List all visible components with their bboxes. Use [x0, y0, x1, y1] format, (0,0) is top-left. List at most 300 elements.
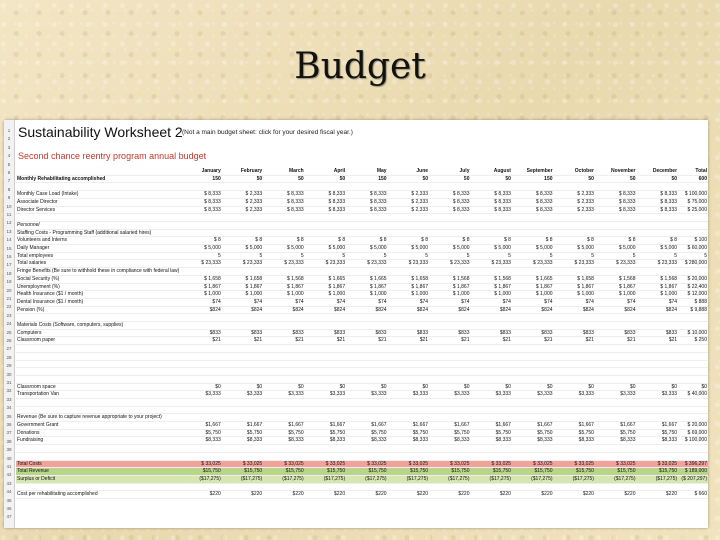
table-cell: $ 1,000 — [305, 291, 346, 299]
table-cell — [346, 183, 387, 191]
row-label: Classroom space — [16, 383, 180, 391]
table-cell — [637, 268, 679, 276]
table-row — [16, 483, 708, 491]
row-number: 27 — [6, 346, 12, 352]
table-cell — [678, 398, 708, 406]
table-cell — [222, 314, 263, 322]
table-row — [16, 468, 708, 476]
table-cell — [678, 360, 708, 368]
table-cell — [346, 360, 387, 368]
table-cell — [470, 268, 511, 276]
table-cell: $ 1,568 — [637, 275, 679, 283]
table-cell: $8,333 — [429, 437, 470, 445]
table-cell — [180, 375, 221, 383]
table-cell — [554, 352, 595, 360]
table-cell: $ 2,333 — [388, 198, 429, 206]
table-row — [16, 491, 708, 499]
row-label: Government Grant — [16, 422, 180, 430]
table-cell — [595, 452, 637, 460]
table-cell: $833 — [346, 329, 387, 337]
table-cell: $74 — [554, 298, 595, 306]
table-cell: $ 12,000 — [678, 291, 708, 299]
table-row — [16, 437, 708, 445]
table-cell — [637, 398, 679, 406]
table-cell — [180, 406, 221, 414]
table-cell: $ 1,867 — [388, 283, 429, 291]
table-cell: $5,750 — [346, 429, 387, 437]
table-cell: $ 2,333 — [222, 191, 263, 199]
table-cell: $74 — [305, 298, 346, 306]
table-cell: $ 1,000 — [263, 291, 304, 299]
table-cell — [180, 322, 221, 330]
table-row — [16, 229, 708, 237]
table-cell: $ 8 — [595, 237, 637, 245]
table-cell — [429, 345, 470, 353]
row-label — [16, 314, 180, 322]
table-cell — [554, 360, 595, 368]
table-cell — [263, 406, 304, 414]
table-cell: $ 33,025 — [263, 460, 304, 468]
table-cell: $ 8 — [429, 237, 470, 245]
row-number: 13 — [6, 228, 12, 234]
table-cell: $ 1,665 — [305, 275, 346, 283]
table-cell: $21 — [429, 337, 470, 345]
table-cell — [595, 322, 637, 330]
table-cell: $833 — [388, 329, 429, 337]
row-label — [16, 398, 180, 406]
table-cell: $ 5,000 — [595, 245, 637, 253]
table-cell: $ 40,000 — [678, 391, 708, 399]
table-cell — [512, 229, 554, 237]
table-row — [16, 245, 708, 253]
table-cell — [678, 221, 708, 229]
table-row — [16, 329, 708, 337]
table-cell: $74 — [346, 298, 387, 306]
table-cell: $ 2,333 — [222, 206, 263, 214]
table-cell — [595, 268, 637, 276]
table-cell: $ 2,333 — [388, 206, 429, 214]
table-cell: $ 23,333 — [429, 260, 470, 268]
table-cell — [180, 229, 221, 237]
table-cell — [637, 214, 679, 222]
table-cell: $ 396,297 — [678, 460, 708, 468]
table-cell: $0 — [429, 383, 470, 391]
table-cell: $824 — [512, 306, 554, 314]
table-cell — [388, 214, 429, 222]
table-cell — [554, 214, 595, 222]
table-cell — [263, 483, 304, 491]
row-label — [16, 368, 180, 376]
table-cell: $ 23,333 — [388, 260, 429, 268]
table-cell: $ 1,867 — [595, 283, 637, 291]
table-cell: $1,667 — [305, 422, 346, 430]
table-cell — [388, 229, 429, 237]
table-row — [16, 460, 708, 468]
row-number: 9 — [7, 195, 11, 201]
table-cell — [637, 483, 679, 491]
table-cell — [263, 368, 304, 376]
table-cell: $ 1,867 — [263, 283, 304, 291]
table-cell — [595, 483, 637, 491]
row-label — [16, 406, 180, 414]
row-label: Cost per rehabilitating accomplished — [16, 491, 180, 499]
table-cell: $15,750 — [429, 468, 470, 476]
row-number: 32 — [6, 388, 12, 394]
table-cell: $ 33,025 — [637, 460, 679, 468]
table-cell — [470, 214, 511, 222]
table-cell — [222, 229, 263, 237]
table-cell — [595, 398, 637, 406]
table-cell — [263, 360, 304, 368]
table-cell — [180, 483, 221, 491]
table-row — [16, 206, 708, 214]
table-cell — [222, 483, 263, 491]
table-cell — [263, 352, 304, 360]
table-cell — [222, 268, 263, 276]
table-cell — [595, 345, 637, 353]
table-cell — [595, 221, 637, 229]
table-cell: $21 — [388, 337, 429, 345]
table-cell: ($ 207,297) — [678, 475, 708, 483]
table-cell: $0 — [305, 383, 346, 391]
table-cell: $ 8,333 — [346, 191, 387, 199]
table-cell — [346, 214, 387, 222]
table-cell: $ 5,000 — [554, 245, 595, 253]
row-label: Daily Manager — [16, 245, 180, 253]
table-cell — [222, 406, 263, 414]
table-cell: $ 8,333 — [637, 191, 679, 199]
table-cell: $ 8,333 — [595, 191, 637, 199]
table-cell: $220 — [637, 491, 679, 499]
table-cell: $0 — [388, 383, 429, 391]
table-cell — [554, 221, 595, 229]
table-cell: $ 8,333 — [263, 198, 304, 206]
row-label: Revenue (Be sure to capture revenue appropriate to your project) — [16, 414, 180, 422]
table-cell: $ 33,025 — [470, 460, 511, 468]
table-cell — [429, 483, 470, 491]
table-cell — [429, 398, 470, 406]
table-cell: $ 20,000 — [678, 422, 708, 430]
table-row — [16, 322, 708, 330]
table-cell — [388, 483, 429, 491]
table-cell: $ 8 — [305, 237, 346, 245]
table-cell — [637, 229, 679, 237]
table-cell: $ 2,333 — [554, 206, 595, 214]
table-cell — [346, 398, 387, 406]
table-cell — [180, 221, 221, 229]
table-cell: $74 — [388, 298, 429, 306]
table-cell: $1,667 — [470, 422, 511, 430]
table-cell — [470, 352, 511, 360]
table-cell — [637, 360, 679, 368]
row-number: 2 — [7, 136, 11, 142]
table-cell: $8,333 — [554, 437, 595, 445]
table-cell: $ 1,867 — [637, 283, 679, 291]
table-cell: $ 8 — [637, 237, 679, 245]
table-cell: $ 5,000 — [263, 245, 304, 253]
row-number: 40 — [6, 455, 12, 461]
table-cell — [180, 414, 221, 422]
table-cell: $833 — [637, 329, 679, 337]
table-cell: $824 — [180, 306, 221, 314]
table-cell: 5 — [305, 252, 346, 260]
table-cell: $ 33,025 — [554, 460, 595, 468]
table-cell: $ 8 — [346, 237, 387, 245]
table-cell — [388, 414, 429, 422]
table-cell — [305, 221, 346, 229]
table-cell: $ 8,333 — [180, 206, 221, 214]
table-cell: $ 9,888 — [678, 306, 708, 314]
table-row — [16, 291, 708, 299]
table-cell: $ 8,333 — [180, 198, 221, 206]
table-cell: $ 33,025 — [222, 460, 263, 468]
table-cell: $ 1,000 — [637, 291, 679, 299]
table-cell: $3,333 — [346, 391, 387, 399]
table-cell: $74 — [429, 298, 470, 306]
table-cell — [678, 229, 708, 237]
row-label: Classroom paper — [16, 337, 180, 345]
row-number: 26 — [6, 338, 12, 343]
table-cell — [678, 345, 708, 353]
table-cell: ($17,275) — [263, 475, 304, 483]
table-cell — [263, 221, 304, 229]
table-cell: $824 — [470, 306, 511, 314]
table-cell — [305, 352, 346, 360]
row-label: Director Services — [16, 206, 180, 214]
table-cell: $824 — [554, 306, 595, 314]
table-cell: $8,333 — [222, 437, 263, 445]
row-label: Total salaries — [16, 260, 180, 268]
table-cell: $ 10,000 — [678, 329, 708, 337]
table-cell — [263, 375, 304, 383]
table-cell — [470, 445, 511, 453]
table-cell — [305, 375, 346, 383]
table-cell: 50 — [595, 175, 637, 183]
table-cell: $ 1,867 — [554, 283, 595, 291]
table-cell: $3,333 — [554, 391, 595, 399]
table-cell: $74 — [512, 298, 554, 306]
row-label: Associate Director — [16, 198, 180, 206]
table-cell — [305, 445, 346, 453]
table-cell — [180, 398, 221, 406]
table-cell — [429, 406, 470, 414]
table-cell: $ 1,000 — [595, 291, 637, 299]
table-cell — [305, 368, 346, 376]
table-cell: $ 1,000 — [346, 291, 387, 299]
table-cell: $ 8 — [470, 237, 511, 245]
row-number: 47 — [6, 514, 12, 520]
table-cell: $220 — [346, 491, 387, 499]
table-cell — [305, 229, 346, 237]
table-cell: $21 — [554, 337, 595, 345]
month-header: July — [429, 168, 470, 175]
table-cell: 50 — [637, 175, 679, 183]
table-cell: ($17,275) — [554, 475, 595, 483]
row-label — [16, 445, 180, 453]
table-cell — [429, 214, 470, 222]
table-cell — [346, 452, 387, 460]
table-cell — [470, 221, 511, 229]
row-number: 4 — [7, 153, 11, 159]
table-cell: $8,333 — [595, 437, 637, 445]
table-cell: $220 — [554, 491, 595, 499]
table-cell — [263, 414, 304, 422]
table-cell — [305, 406, 346, 414]
table-cell — [263, 452, 304, 460]
table-cell — [512, 345, 554, 353]
table-cell — [222, 214, 263, 222]
table-cell: $833 — [180, 329, 221, 337]
table-cell: $3,333 — [512, 391, 554, 399]
table-cell — [388, 183, 429, 191]
table-row — [16, 360, 708, 368]
table-cell: $1,667 — [222, 422, 263, 430]
table-cell — [305, 268, 346, 276]
table-cell: $824 — [637, 306, 679, 314]
row-label: Computers — [16, 329, 180, 337]
table-cell: $ 8,333 — [305, 198, 346, 206]
table-cell: $220 — [429, 491, 470, 499]
table-cell — [263, 322, 304, 330]
table-cell: $5,750 — [263, 429, 304, 437]
table-row — [16, 198, 708, 206]
table-cell: $ 1,658 — [180, 275, 221, 283]
table-cell: $220 — [180, 491, 221, 499]
table-cell — [637, 445, 679, 453]
table-cell: $ 33,025 — [388, 460, 429, 468]
table-cell: $0 — [512, 383, 554, 391]
table-cell: 50 — [305, 175, 346, 183]
table-cell: $ 8 — [180, 237, 221, 245]
table-row — [16, 422, 708, 430]
table-cell: ($17,275) — [637, 475, 679, 483]
table-cell — [512, 483, 554, 491]
table-cell: $1,667 — [429, 422, 470, 430]
row-number: 45 — [6, 497, 12, 503]
row-number: 25 — [6, 329, 12, 335]
table-cell: $0 — [180, 383, 221, 391]
row-label: Materials Costs (Software, computers, supplies) — [16, 322, 180, 330]
table-cell: 5 — [512, 252, 554, 260]
table-cell: $ 1,658 — [554, 275, 595, 283]
table-cell — [512, 268, 554, 276]
table-cell — [429, 445, 470, 453]
table-cell: $ 33,025 — [180, 460, 221, 468]
table-cell — [512, 322, 554, 330]
table-cell — [595, 375, 637, 383]
table-cell — [388, 345, 429, 353]
table-row — [16, 398, 708, 406]
table-row — [16, 429, 708, 437]
table-cell: $ 8 — [222, 237, 263, 245]
table-cell: $ 5,000 — [470, 245, 511, 253]
table-cell: $ 8,333 — [429, 206, 470, 214]
table-cell — [429, 414, 470, 422]
table-cell — [222, 445, 263, 453]
table-cell: $5,750 — [470, 429, 511, 437]
row-number: 5 — [7, 161, 11, 167]
table-cell: 5 — [554, 252, 595, 260]
table-cell: $ 1,000 — [470, 291, 511, 299]
row-number: 15 — [6, 245, 12, 251]
table-cell: $ 1,000 — [180, 291, 221, 299]
row-number: 34 — [6, 405, 12, 411]
table-cell: $5,750 — [637, 429, 679, 437]
table-cell: $ 23,333 — [470, 260, 511, 268]
table-cell — [388, 360, 429, 368]
table-cell — [180, 183, 221, 191]
row-label: Fundraising — [16, 437, 180, 445]
table-cell: $ 8,333 — [346, 198, 387, 206]
table-cell: $3,333 — [263, 391, 304, 399]
table-cell — [637, 322, 679, 330]
table-cell: $8,333 — [180, 437, 221, 445]
row-label — [16, 360, 180, 368]
table-cell: ($17,275) — [429, 475, 470, 483]
row-number: 30 — [6, 371, 12, 377]
table-cell: $3,333 — [470, 391, 511, 399]
table-cell: $ 5,000 — [305, 245, 346, 253]
table-cell: $833 — [222, 329, 263, 337]
table-cell — [512, 406, 554, 414]
table-cell — [554, 322, 595, 330]
table-cell — [305, 360, 346, 368]
month-header: June — [388, 168, 429, 175]
table-cell — [388, 221, 429, 229]
table-cell: 5 — [678, 252, 708, 260]
month-header: October — [554, 168, 595, 175]
table-cell — [554, 183, 595, 191]
row-number: 3 — [7, 144, 11, 150]
table-cell: $21 — [180, 337, 221, 345]
row-number: 46 — [6, 506, 12, 511]
table-cell: $21 — [470, 337, 511, 345]
table-cell: $15,750 — [222, 468, 263, 476]
table-cell: $ 1,568 — [595, 275, 637, 283]
table-cell: $ 1,665 — [346, 275, 387, 283]
table-cell: $ 1,000 — [429, 291, 470, 299]
table-cell — [388, 445, 429, 453]
table-row — [16, 375, 708, 383]
table-cell — [263, 398, 304, 406]
table-cell: $ 8 — [512, 237, 554, 245]
table-cell: $21 — [222, 337, 263, 345]
table-cell — [637, 414, 679, 422]
table-cell: $15,750 — [595, 468, 637, 476]
month-header: December — [637, 168, 679, 175]
table-cell — [512, 445, 554, 453]
table-cell — [346, 445, 387, 453]
table-cell: $ 23,333 — [512, 260, 554, 268]
table-cell: $0 — [263, 383, 304, 391]
table-cell: $ 5,000 — [512, 245, 554, 253]
table-cell — [429, 183, 470, 191]
table-cell — [595, 414, 637, 422]
row-number: 7 — [7, 178, 11, 184]
table-cell: $15,750 — [512, 468, 554, 476]
month-header: March — [263, 168, 304, 175]
table-row — [16, 352, 708, 360]
table-cell: $15,750 — [346, 468, 387, 476]
table-cell: ($17,275) — [512, 475, 554, 483]
table-cell — [429, 314, 470, 322]
table-cell: $833 — [595, 329, 637, 337]
worksheet-note: (Not a main budget sheet: click for your desired fiscal year.) — [182, 129, 353, 136]
table-cell: $1,667 — [388, 422, 429, 430]
table-cell: $ 5,000 — [388, 245, 429, 253]
row-number: 29 — [6, 363, 12, 369]
table-cell — [305, 414, 346, 422]
